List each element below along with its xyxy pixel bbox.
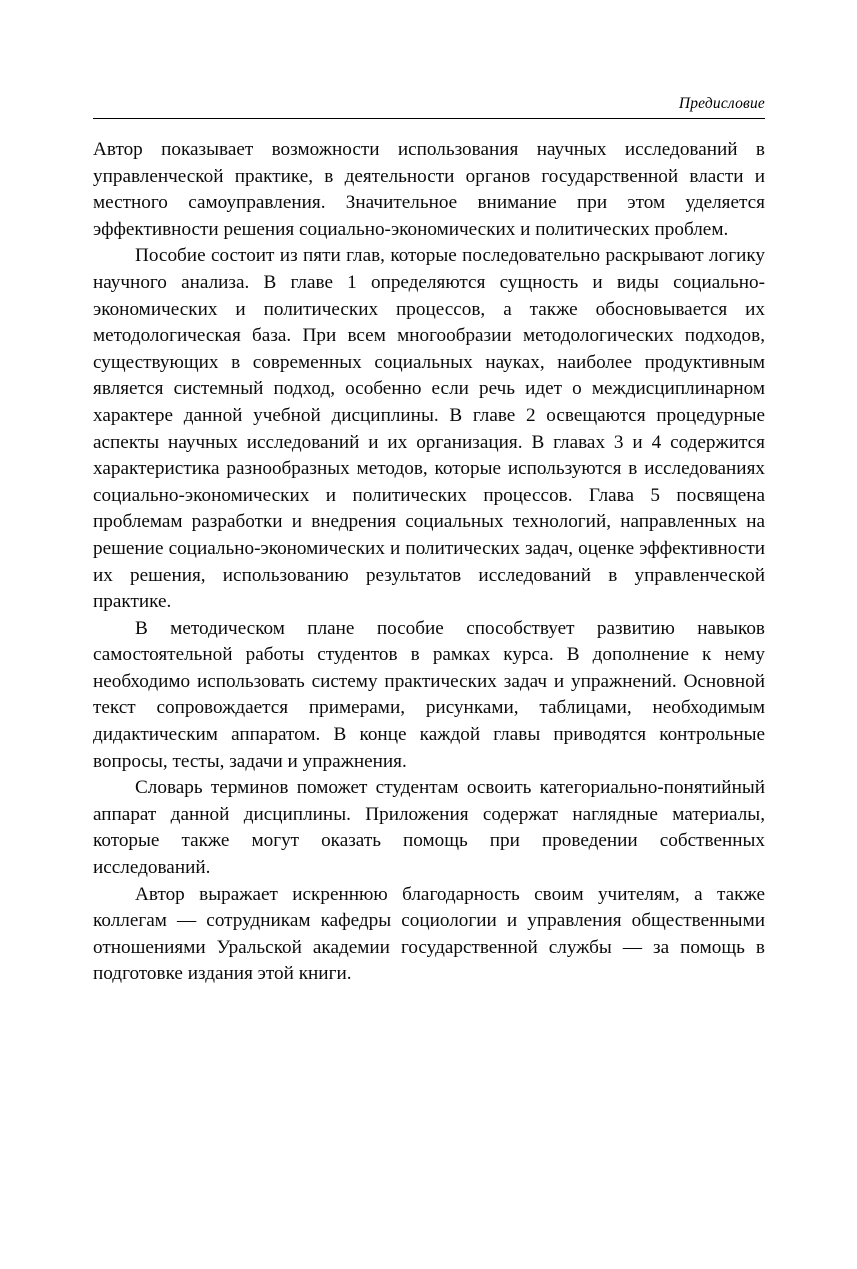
paragraph: В методическом плане пособие способствует развитию навыков самостоятельной работы студентов в рамках курса. В дополнение к нему необходимо использовать систему практических задач и упражнений. Основной текст сопровождается примерами, рисунками, таблицами, необходимым дидактическим аппаратом. В конце каждой главы приводятся контрольные вопросы, тесты, задачи и упражнения.	[93, 617, 765, 772]
header-rule	[93, 118, 765, 119]
body-text	[93, 137, 765, 988]
paragraph: Автор выражает искреннюю благодарность своим учителям, а также коллегам — сотрудникам кафедры социологии и управления общественными отношениями Уральской академии государственной службы — за помощь в подготовке издания этой книги.	[93, 883, 765, 985]
running-head: Предисловие	[678, 95, 765, 112]
paragraph: Пособие состоит из пяти глав, которые последовательно раскрывают логику научного анализа. В главе 1 определяются сущность и виды социально-экономических и политических процессов, а также обосновывается их методологическая база. При всем многообразии методологических подходов, существующих в современных социальных науках, наиболее продуктивным является системный подход, особенно если речь идет о междисциплинарном характере данной учебной дисциплины. В главе 2 освещаются процедурные аспекты научных исследований и их организация. В главах 3 и 4 содержится характеристика разнообразных методов, которые используются в исследованиях социально-экономических и политических процессов. Глава 5 посвящена проблемам разработки и внедрения социальных технологий, направленных на решение социально-экономических и политических задач, оценке эффективности их решения, использованию результатов исследований в управленческой практике.	[93, 245, 765, 613]
paragraph: Словарь терминов поможет студентам освоить категориально-понятийный аппарат данной дисциплины. Приложения содержат наглядные материалы, которые также могут оказать помощь при проведении собственных исследований.	[93, 777, 765, 879]
paragraph: Автор показывает возможности использования научных исследований в управленческой практике, в деятельности органов государственной власти и местного самоуправления. Значительное внимание при этом уделяется эффективности решения социально-экономических и политических проблем.	[93, 139, 765, 240]
page-content	[93, 95, 765, 988]
